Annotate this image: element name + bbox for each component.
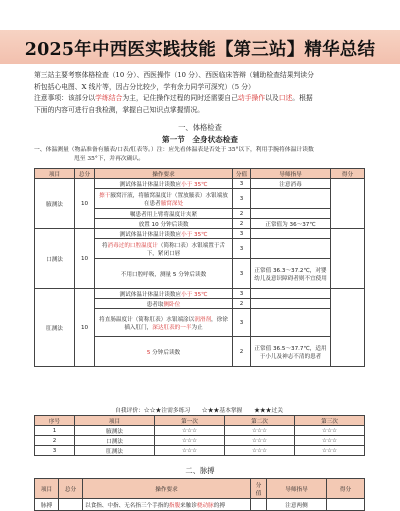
guidance-cell <box>251 309 331 337</box>
chapter-title: 第一节 全身状态检查 <box>162 135 238 144</box>
table-row: 1 腋测法 ☆☆☆ ☆☆☆ ☆☆☆ <box>35 426 365 436</box>
guidance-cell <box>251 239 331 259</box>
requirement-cell: 将消毒过的口腔温度计（简称口表）水银端置于舌下，紧闭口唇 <box>95 239 233 259</box>
column-header: 总分 <box>59 479 83 499</box>
requirement-cell: 患者取侧卧位 <box>95 299 233 309</box>
requirement-cell: 擦干腋窝汗液，将腋窝温度计（置放腋表）水银端放在患者腋窝深处 <box>95 189 233 209</box>
column-header: 操作要求 <box>83 479 251 499</box>
score-cell: 3 <box>233 239 251 259</box>
item-name: 腋测法 <box>35 179 75 229</box>
guidance-cell <box>251 189 331 209</box>
total-score: 10 <box>75 229 95 289</box>
column-header: 导师指导 <box>251 169 331 179</box>
intro-paragraph <box>34 70 374 116</box>
table-row: 2 口测法 ☆☆☆ ☆☆☆ ☆☆☆ <box>35 436 365 446</box>
intro-line: 第三站主要考察体格检查（10 分）、西医操作（10 分）、西医临床答辩（辅助检查结果判读分 <box>34 71 314 79</box>
grade-cell[interactable] <box>331 289 365 367</box>
grade-cell[interactable] <box>331 229 365 289</box>
requirement-cell: 将直肠温度计（简称肛表）水银端涂以润滑剂，徐徐插入肛门，深达肛表的一半为止 <box>95 309 233 337</box>
score-cell: 3 <box>233 189 251 209</box>
self-rating-table <box>34 415 365 456</box>
column-header: 得分 <box>327 479 365 499</box>
table-header-row <box>35 479 365 499</box>
column-header: 序号 <box>35 416 75 426</box>
pulse-table <box>34 478 365 511</box>
table-header-row <box>35 169 365 179</box>
column-header: 项目 <box>35 479 59 499</box>
table-row: 脉搏 以食指、中指、无名指三个手指的指腹来触诊桡动脉的搏 注意两侧 <box>35 499 365 511</box>
guidance-cell: 注意消毒 <box>251 179 331 189</box>
table-row <box>35 179 365 189</box>
requirement-cell: 测试体温计体温计读数应小于 35℃ <box>95 229 233 239</box>
column-header: 第一次 <box>155 416 225 426</box>
intro-line: 注意事项：该部分以学练结合为主，记住操作过程的同时还需要自己动手操作以及口述。根据 <box>34 94 313 102</box>
item-name: 肛测法 <box>35 289 75 367</box>
score-cell: 3 <box>233 289 251 299</box>
guidance-cell: 正常值 36.5～37.7℃，适用于小儿及神志不清的患者 <box>251 337 331 367</box>
guidance-cell <box>251 209 331 219</box>
intro-line: 下面的内容可进行自我检测，掌握自己知识点掌握情况。 <box>34 105 204 114</box>
score-cell: 3 <box>233 179 251 189</box>
guidance-cell <box>251 299 331 309</box>
score-cell: 2 <box>233 209 251 219</box>
column-header: 项目 <box>75 416 155 426</box>
table-row <box>35 229 365 239</box>
column-header: 项目 <box>35 169 75 179</box>
column-header: 导师指导 <box>267 479 327 499</box>
column-header: 操作要求 <box>95 169 233 179</box>
table-row: 3 肛测法 ☆☆☆ ☆☆☆ ☆☆☆ <box>35 446 365 456</box>
requirement-cell: 放置 10 分钟后读数 <box>95 219 233 229</box>
guidance-cell: 正常值为 36～37℃ <box>251 219 331 229</box>
item-name: 口测法 <box>35 229 75 289</box>
total-score: 10 <box>75 289 95 367</box>
table-row <box>35 289 365 299</box>
requirement-cell: 嘱患者用上臂将温度计夹紧 <box>95 209 233 219</box>
guidance-cell <box>251 229 331 239</box>
score-cell: 2 <box>233 219 251 229</box>
column-header: 第二次 <box>225 416 295 426</box>
temp-heading: 一、体温测量（物品准备有腋表/口表/肛表等。）注：应先看体温表是否处于 35°以下，利用手腕将体温计读数 甩至 35°下，并再次确认。 <box>34 147 314 162</box>
table-header-row <box>35 416 365 426</box>
score-cell: 3 <box>233 309 251 337</box>
score-cell: 2 <box>233 337 251 367</box>
pulse-section-title: 二、脉搏 <box>185 466 215 475</box>
score-cell: 2 <box>233 299 251 309</box>
intro-line: 析包括心电图、X 线片等，因占分比较少，学有余力同学可深究）（5 分） <box>34 82 255 91</box>
requirement-cell: 测试体温计体温计读数应小于 35℃ <box>95 179 233 189</box>
column-header: 分值 <box>233 169 251 179</box>
self-rating-legend: 自我评价：☆☆★注需多练习 ☆★★基本掌握 ★★★过关 <box>114 408 284 414</box>
requirement-cell: 5 分钟后读数 <box>95 337 233 367</box>
page-title: 2025年中西医实践技能【第三站】精华总结 <box>24 40 376 60</box>
score-cell: 3 <box>233 229 251 239</box>
guidance-cell: 正常值 36.3～37.2℃，对婴幼儿及意识障碍者则不宜使用 <box>251 259 331 289</box>
temperature-table <box>34 168 365 367</box>
column-header: 得分 <box>331 169 365 179</box>
grade-cell[interactable] <box>331 179 365 229</box>
column-header: 分值 <box>251 479 267 499</box>
total-score: 10 <box>75 179 95 229</box>
requirement-cell: 不用口腔呼吸，测量 5 分钟后读数 <box>95 259 233 289</box>
column-header: 第三次 <box>295 416 365 426</box>
requirement-cell: 测试体温计体温计读数应小于 35℃ <box>95 289 233 299</box>
score-cell: 3 <box>233 259 251 289</box>
section-title: 一、体格检查 <box>178 123 222 132</box>
column-header: 总分 <box>75 169 95 179</box>
guidance-cell <box>251 289 331 299</box>
